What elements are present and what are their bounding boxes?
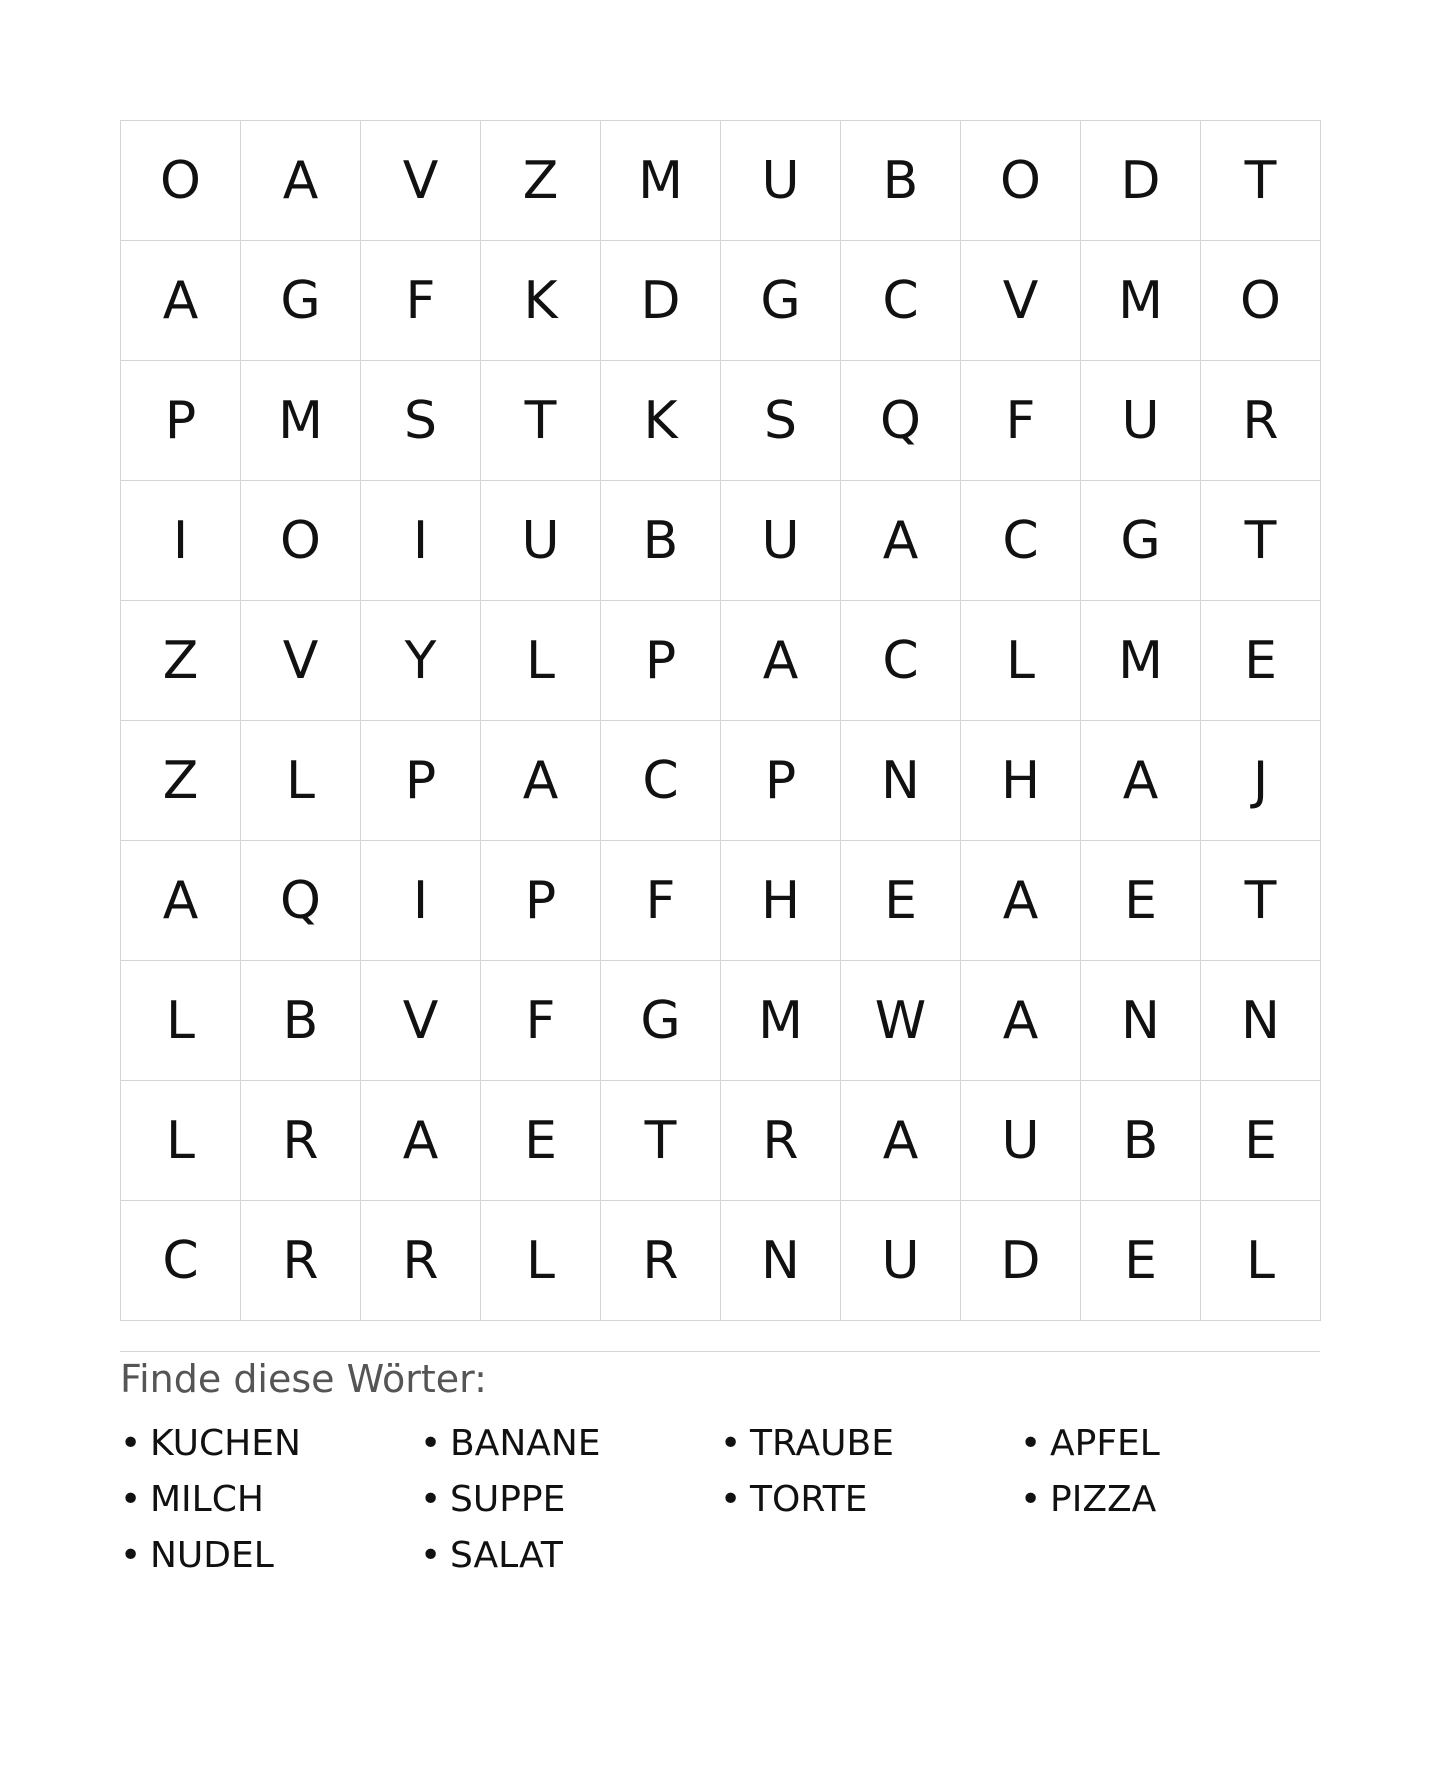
grid-cell[interactable]: A: [121, 241, 241, 361]
grid-cell[interactable]: L: [121, 961, 241, 1081]
grid-cell[interactable]: E: [1201, 1081, 1321, 1201]
instruction-text: Finde diese Wörter:: [120, 1357, 487, 1401]
grid-cell[interactable]: T: [601, 1081, 721, 1201]
word-list-item: [720, 1416, 1020, 1472]
grid-cell[interactable]: F: [361, 241, 481, 361]
word-label: TRAUBE: [750, 1423, 894, 1464]
grid-cell[interactable]: U: [1081, 361, 1201, 481]
grid-cell[interactable]: E: [1081, 841, 1201, 961]
letter-grid: [120, 120, 1321, 1321]
grid-cell[interactable]: M: [601, 121, 721, 241]
grid-cell[interactable]: R: [361, 1201, 481, 1321]
grid-cell[interactable]: A: [1081, 721, 1201, 841]
grid-cell[interactable]: A: [361, 1081, 481, 1201]
grid-cell[interactable]: T: [1201, 841, 1321, 961]
grid-cell[interactable]: C: [841, 241, 961, 361]
grid-cell[interactable]: M: [1081, 241, 1201, 361]
grid-cell[interactable]: D: [961, 1201, 1081, 1321]
grid-cell[interactable]: R: [241, 1201, 361, 1321]
grid-cell[interactable]: K: [481, 241, 601, 361]
grid-cell[interactable]: L: [481, 1201, 601, 1321]
word-list-item: [420, 1472, 720, 1528]
grid-cell[interactable]: V: [241, 601, 361, 721]
word-label: BANANE: [450, 1423, 601, 1464]
grid-cell[interactable]: B: [601, 481, 721, 601]
grid-cell[interactable]: P: [721, 721, 841, 841]
grid-cell[interactable]: D: [601, 241, 721, 361]
grid-cell[interactable]: V: [361, 121, 481, 241]
grid-cell[interactable]: L: [241, 721, 361, 841]
grid-cell[interactable]: T: [481, 361, 601, 481]
grid-cell[interactable]: E: [1081, 1201, 1201, 1321]
grid-cell[interactable]: G: [721, 241, 841, 361]
word-label: TORTE: [750, 1479, 868, 1520]
grid-cell[interactable]: G: [241, 241, 361, 361]
word-label: APFEL: [1050, 1423, 1160, 1464]
grid-cell[interactable]: I: [361, 481, 481, 601]
grid-cell[interactable]: O: [121, 121, 241, 241]
bullet-icon: •: [420, 1479, 442, 1520]
grid-cell[interactable]: F: [601, 841, 721, 961]
grid-cell[interactable]: L: [481, 601, 601, 721]
bullet-icon: •: [1020, 1479, 1042, 1520]
word-list-item: [1020, 1472, 1320, 1528]
grid-cell[interactable]: P: [121, 361, 241, 481]
grid-cell[interactable]: B: [241, 961, 361, 1081]
word-label: NUDEL: [150, 1535, 274, 1576]
word-list-item: [120, 1472, 420, 1528]
grid-cell[interactable]: O: [961, 121, 1081, 241]
grid-cell[interactable]: S: [721, 361, 841, 481]
grid-cell[interactable]: Y: [361, 601, 481, 721]
grid-cell[interactable]: R: [1201, 361, 1321, 481]
grid-cell[interactable]: A: [121, 841, 241, 961]
grid-cell[interactable]: E: [1201, 601, 1321, 721]
word-label: KUCHEN: [150, 1423, 301, 1464]
grid-cell[interactable]: G: [1081, 481, 1201, 601]
word-list-item: [420, 1528, 720, 1584]
grid-cell[interactable]: C: [601, 721, 721, 841]
grid-cell[interactable]: N: [721, 1201, 841, 1321]
grid-cell[interactable]: L: [121, 1081, 241, 1201]
grid-cell[interactable]: U: [481, 481, 601, 601]
grid-cell[interactable]: T: [1201, 481, 1321, 601]
grid-cell[interactable]: U: [841, 1201, 961, 1321]
grid-cell[interactable]: Z: [121, 601, 241, 721]
word-label: MILCH: [150, 1479, 264, 1520]
grid-cell[interactable]: Z: [121, 721, 241, 841]
grid-cell[interactable]: B: [1081, 1081, 1201, 1201]
grid-cell[interactable]: N: [1201, 961, 1321, 1081]
grid-cell[interactable]: J: [1201, 721, 1321, 841]
divider: [120, 1351, 1320, 1352]
grid-cell[interactable]: D: [1081, 121, 1201, 241]
word-search-page: [120, 120, 1320, 1584]
grid-cell[interactable]: T: [1201, 121, 1321, 241]
grid-cell[interactable]: M: [721, 961, 841, 1081]
grid-cell[interactable]: M: [1081, 601, 1201, 721]
grid-cell[interactable]: K: [601, 361, 721, 481]
grid-cell[interactable]: A: [841, 1081, 961, 1201]
bullet-icon: •: [720, 1423, 742, 1464]
grid-cell[interactable]: S: [361, 361, 481, 481]
grid-cell[interactable]: U: [721, 481, 841, 601]
grid-cell[interactable]: N: [841, 721, 961, 841]
word-list-item: [1020, 1416, 1320, 1472]
word-list-item: [120, 1528, 420, 1584]
grid-cell[interactable]: P: [601, 601, 721, 721]
grid-cell[interactable]: H: [721, 841, 841, 961]
grid-cell[interactable]: E: [841, 841, 961, 961]
bullet-icon: •: [120, 1535, 142, 1576]
grid-cell[interactable]: O: [1201, 241, 1321, 361]
grid-cell[interactable]: V: [961, 241, 1081, 361]
grid-cell[interactable]: R: [601, 1201, 721, 1321]
grid-cell[interactable]: R: [721, 1081, 841, 1201]
word-list: [120, 1416, 1320, 1584]
word-label: SALAT: [450, 1535, 563, 1576]
grid-cell[interactable]: E: [481, 1081, 601, 1201]
grid-cell[interactable]: Q: [841, 361, 961, 481]
grid-cell[interactable]: P: [481, 841, 601, 961]
grid-cell[interactable]: G: [601, 961, 721, 1081]
grid-cell[interactable]: A: [961, 961, 1081, 1081]
grid-cell[interactable]: W: [841, 961, 961, 1081]
grid-cell[interactable]: F: [961, 361, 1081, 481]
grid-cell[interactable]: A: [721, 601, 841, 721]
grid-cell[interactable]: B: [841, 121, 961, 241]
grid-cell[interactable]: A: [481, 721, 601, 841]
bullet-icon: •: [1020, 1423, 1042, 1464]
grid-cell[interactable]: M: [241, 361, 361, 481]
word-list-item: [420, 1416, 720, 1472]
grid-cell[interactable]: F: [481, 961, 601, 1081]
grid-cell[interactable]: Q: [241, 841, 361, 961]
word-label: PIZZA: [1050, 1479, 1157, 1520]
bullet-icon: •: [420, 1535, 442, 1576]
grid-cell[interactable]: C: [841, 601, 961, 721]
bullet-icon: •: [720, 1479, 742, 1520]
grid-cell[interactable]: V: [361, 961, 481, 1081]
word-list-item: [720, 1472, 1020, 1528]
grid-cell[interactable]: Z: [481, 121, 601, 241]
grid-cell[interactable]: N: [1081, 961, 1201, 1081]
grid-cell[interactable]: L: [1201, 1201, 1321, 1321]
grid-cell[interactable]: U: [961, 1081, 1081, 1201]
word-label: SUPPE: [450, 1479, 566, 1520]
word-list-item: [120, 1416, 420, 1472]
grid-cell[interactable]: H: [961, 721, 1081, 841]
grid-cell[interactable]: P: [361, 721, 481, 841]
grid-cell[interactable]: R: [241, 1081, 361, 1201]
grid-cell[interactable]: A: [241, 121, 361, 241]
grid-cell[interactable]: C: [121, 1201, 241, 1321]
grid-cell[interactable]: L: [961, 601, 1081, 721]
bullet-icon: •: [420, 1423, 442, 1464]
grid-cell[interactable]: U: [721, 121, 841, 241]
grid-cell[interactable]: I: [361, 841, 481, 961]
bullet-icon: •: [120, 1479, 142, 1520]
grid-cell[interactable]: C: [961, 481, 1081, 601]
grid-cell[interactable]: A: [841, 481, 961, 601]
bullet-icon: •: [120, 1423, 142, 1464]
grid-cell[interactable]: A: [961, 841, 1081, 961]
grid-cell[interactable]: O: [241, 481, 361, 601]
grid-cell[interactable]: I: [121, 481, 241, 601]
